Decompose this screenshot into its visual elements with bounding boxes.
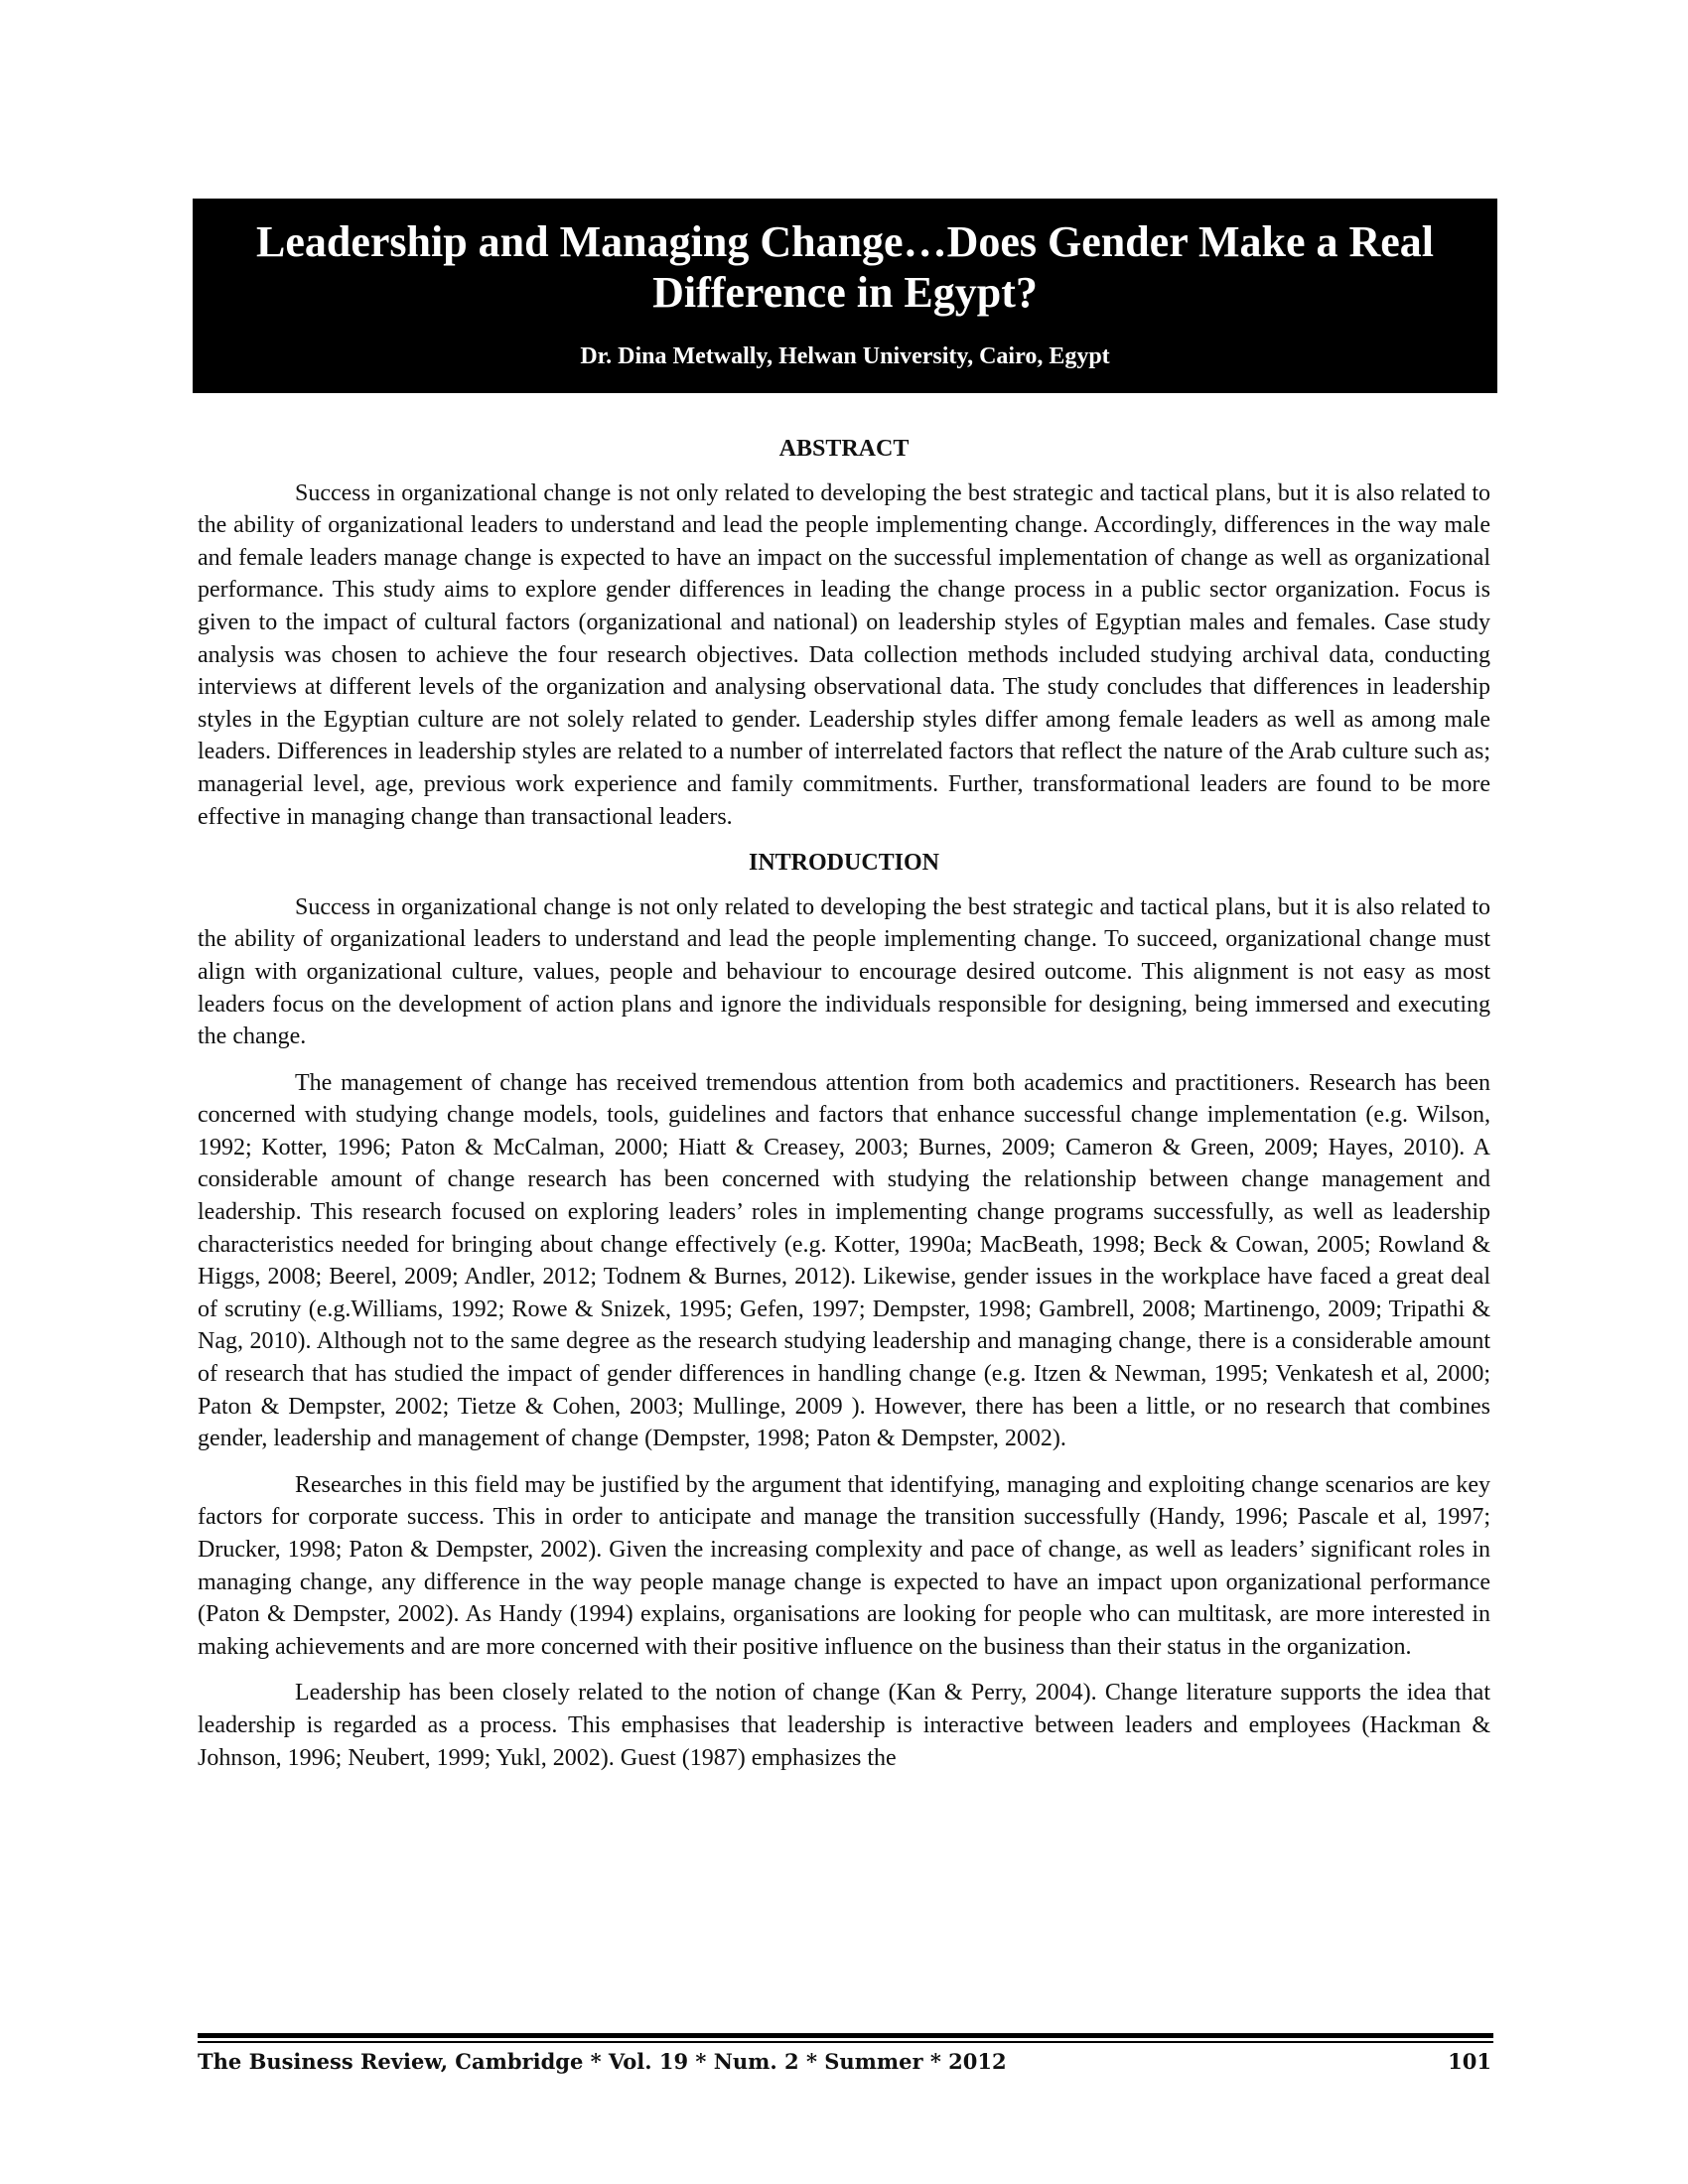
intro-paragraph: Researches in this field may be justified by the argument that identifying, managing and exploiting change scenarios are key factors for corporate success. This in order to anticipate and manage the transition successfully (Handy, 1996; Pascale et al, 1997; Drucker, 1998; Paton & Dempster, 2002). Given the increasing complexity and pace of change, as well as leaders’ significant roles in managing change, any difference in the way people manage change is expected to have an impact upon organizational performance (Paton & Dempster, 2002). As Handy (1994) explains, organisations are looking for people who can multitask, are more interested in making achievements and are more concerned with their positive influence on the business than their status in the organization. — [198, 1471, 1490, 1660]
footer-rule — [198, 2033, 1493, 2038]
intro-paragraph: Success in organizational change is not only related to developing the best strategic and tactical plans, but it is also related to the ability of organizational leaders to understand and lead the people implementing change. To succeed, organizational change must align with organizational culture, values, people and behaviour to encourage desired outcome. This alignment is not easy as most leaders focus on the development of action plans and ignore the individuals responsible for designing, being immersed and executing the change. — [198, 893, 1490, 1050]
paper-title: Leadership and Managing Change…Does Gender Make a Real Difference in Egypt? — [255, 217, 1435, 317]
page-number: 101 — [1448, 2049, 1491, 2074]
author-affiliation: Dr. Dina Metwally, Helwan University, Cairo, Egypt — [580, 343, 1110, 369]
journal-citation: The Business Review, Cambridge * Vol. 19 * Num. 2 * Summer * 2012 — [198, 2049, 1007, 2074]
abstract-heading: ABSTRACT — [778, 436, 910, 462]
footer-rule-thin — [198, 2041, 1493, 2043]
introduction-heading: INTRODUCTION — [748, 850, 940, 877]
intro-paragraph: The management of change has received tremendous attention from both academics and practitioners. Research has been concerned with studying change models, tools, guidelines and factors that enhance successful change implementation (e.g. Wilson, 1992; Kotter, 1996; Paton & McCalman, 2000; Hiatt & Creasey, 2003; Burnes, 2009; Cameron & Green, 2009; Hayes, 2010). A considerable amount of change research has been concerned with studying the relationship between change management and leadership. This research focused on exploring leaders’ roles in implementing change programs successfully, as well as leadership characteristics needed for bringing about change effectively (e.g. Kotter, 1990a; MacBeath, 1998; Beck & Cowan, 2005; Rowland & Higgs, 2008; Beerel, 2009; Andler, 2012; Todnem & Burnes, 2012). Likewise, gender issues in the workplace have faced a great deal of scrutiny (e.g.Williams, 1992; Rowe & Snizek, 1995; Gefen, 1997; Dempster, 1998; Gambrell, 2008; Martinengo, 2009; Tripathi & Nag, 2010). Although not to the same degree as the research studying leadership and managing change, there is a considerable amount of research that has studied the impact of gender differences in handling change (e.g. Itzen & Newman, 1995; Venkatesh et al, 2000; Paton & Dempster, 2002; Tietze & Cohen, 2003; Mullinge, 2009 ). However, there has been a little, or no research that combines gender, leadership and management of change (Dempster, 1998; Paton & Dempster, 2002). — [198, 1069, 1490, 1452]
abstract-text: Success in organizational change is not only related to developing the best strategic and tactical plans, but it is also related to the ability of organizational leaders to understand and lead the people implementing change. Accordingly, differences in the way male and female leaders manage change is expected to have an impact on the successful implementation of change as well as organizational performance. This study aims to explore gender differences in leading the change process in a public sector organization. Focus is given to the impact of cultural factors (organizational and national) on leadership styles of Egyptian males and females. Case study analysis was chosen to achieve the four research objectives. Data collection methods included studying archival data, conducting interviews at different levels of the organization and analysing observational data. The study concludes that differences in leadership styles in the Egyptian culture are not solely related to gender. Leadership styles differ among female leaders as well as among male leaders. Differences in leadership styles are related to a number of interrelated factors that reflect the nature of the Arab culture such as; managerial level, age, previous work experience and family commitments. Further, transformational leaders are found to be more effective in managing change than transactional leaders. — [198, 479, 1490, 830]
title-banner — [193, 199, 1497, 393]
article-body — [198, 433, 1490, 1774]
intro-paragraph: Leadership has been closely related to the notion of change (Kan & Perry, 2004). Change literature supports the idea that leadership is regarded as a process. This emphasises that leadership is interactive between leaders and employees (Hackman & Johnson, 1996; Neubert, 1999; Yukl, 2002). Guest (1987) emphasizes the — [198, 1680, 1490, 1771]
